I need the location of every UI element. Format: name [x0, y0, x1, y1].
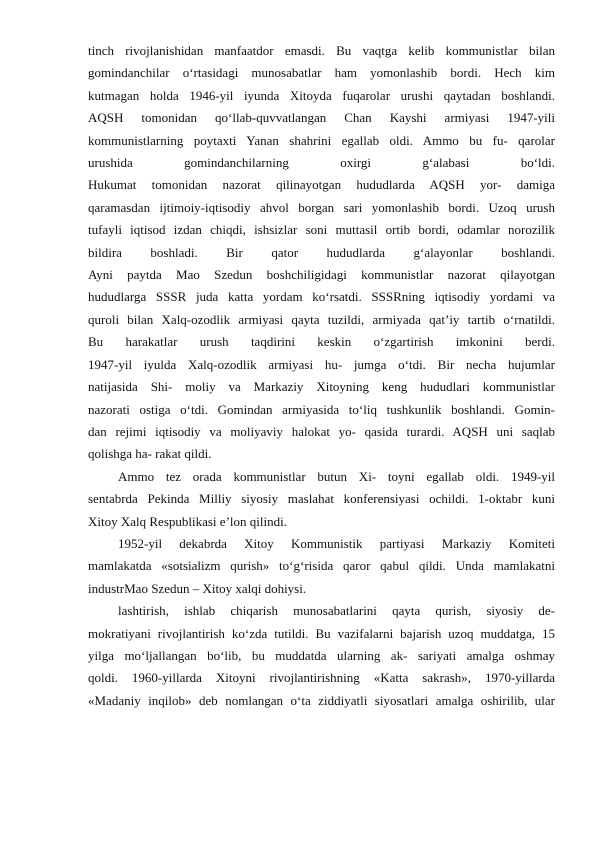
text-line: dan rejimi iqtisodiy va moliyaviy halokat yo- qasida turardi. AQSH uni saqlab — [88, 423, 555, 439]
text-line: sentabrda Pekinda Milliy siyosiy maslahat konferensiyasi ochildi. 1-oktabr kuni — [88, 491, 555, 507]
text-line: «Madaniy inqilob» deb nomlangan o‘ta ziddiyatli siyosatlari amalga oshirilib, ular — [88, 692, 555, 708]
text-line: 1947-yil iyulda Xalq-ozodlik armiyasi hu- jumga o‘tdi. Bir necha hujumlar — [88, 356, 555, 372]
text-line: Hukumat tomonidan nazorat qilinayotgan hududlarda AQSH yor- damiga — [88, 177, 555, 193]
paragraph-1 — [88, 40, 555, 466]
text-line: tinch rivojlanishidan manfaatdor emasdi. Bu vaqtga kelib kommunistlar bilan — [88, 43, 555, 58]
text-line: Ayni paytda Mao Szedun boshchiligidagi kommunistlar nazorat qilayotgan — [88, 267, 555, 283]
text-line: quroli bilan Xalq-ozodlik armiyasi qayta tuzildi, armiyada qat’iy tartib o‘rnatildi. — [88, 311, 555, 327]
paragraph-4 — [88, 600, 555, 712]
paragraph-3 — [88, 533, 555, 600]
text-line: urushida gomindanchilarning oxirgi g‘alabasi bo‘ldi. — [88, 155, 555, 171]
text-line: kommunistlarning poytaxti Yanan shahrini egallab oldi. Ammo bu fu- qarolar — [88, 132, 555, 148]
text-line: tufayli iqtisod izdan chiqdi, ishsizlar soni muttasil ortib bordi, odamlar norozilik — [88, 222, 555, 238]
text-line: Ammo tez orada kommunistlar butun Xi- toyni egallab oldi. 1949-yil — [118, 468, 555, 484]
document-page — [88, 40, 555, 712]
text-line: nazorati ostiga o‘tdi. Gomindan armiyasida to‘liq tushkunlik boshlandi. Gomin- — [88, 401, 555, 417]
text-line: gomindanchilar o‘rtasidagi munosabatlar ham yomonlashib bordi. Hech kim — [88, 65, 555, 81]
text-line: AQSH tomonidan qo‘llab-quvvatlangan Chan Kayshi armiyasi 1947-yili — [88, 110, 555, 126]
text-line: qoldi. 1960-yillarda Xitoyni rivojlantirishning «Katta sakrash», 1970-yillarda — [88, 670, 555, 686]
text-line: lashtirish, ishlab chiqarish munosabatlarini qayta qurish, siyosiy de- — [118, 603, 555, 619]
text-line: bildira boshladi. Bir qator hududlarda g‘alayonlar boshlandi. — [88, 244, 555, 260]
text-line: 1952-yil dekabrda Xitoy Kommunistik partiyasi Markaziy Komiteti — [118, 535, 555, 551]
text-line: qolishga ha- rakat qildi. — [88, 446, 212, 462]
text-line: mokratiyani rivojlantirish ko‘zda tutildi. Bu vazifalarni bajarish uzoq muddatga, 15 — [88, 625, 555, 641]
text-line: mamlakatda «sotsializm qurish» to‘g‘risida qaror qabul qildi. Unda mamlakatni — [88, 558, 555, 574]
paragraph-2 — [88, 466, 555, 533]
text-line: industrMao Szedun – Xitoy xalqi dohiysi. — [88, 580, 307, 596]
text-line: yilga mo‘ljallangan bo‘lib, bu muddatda ularning ak- sariyati amalga oshmay — [88, 647, 555, 663]
text-line: Bu harakatlar urush taqdirini keskin o‘zgartirish imkonini berdi. — [88, 334, 555, 350]
text-line: kutmagan holda 1946-yil iyunda Xitoyda fuqarolar urushi qaytadan boshlandi. — [88, 87, 555, 103]
text-line: hududlarga SSSR juda katta yordam ko‘rsatdi. SSSRning iqtisodiy yordami va — [88, 289, 555, 305]
text-line: Xitoy Xalq Respublikasi e’lon qilindi. — [88, 513, 287, 529]
text-line: natijasida Shi- moliy va Markaziy Xitoyning keng hududlari kommunistlar — [88, 379, 555, 395]
text-line: qaramasdan ijtimoiy-iqtisodiy ahvol borgan sari yomonlashib bordi. Uzoq urush — [88, 199, 555, 215]
